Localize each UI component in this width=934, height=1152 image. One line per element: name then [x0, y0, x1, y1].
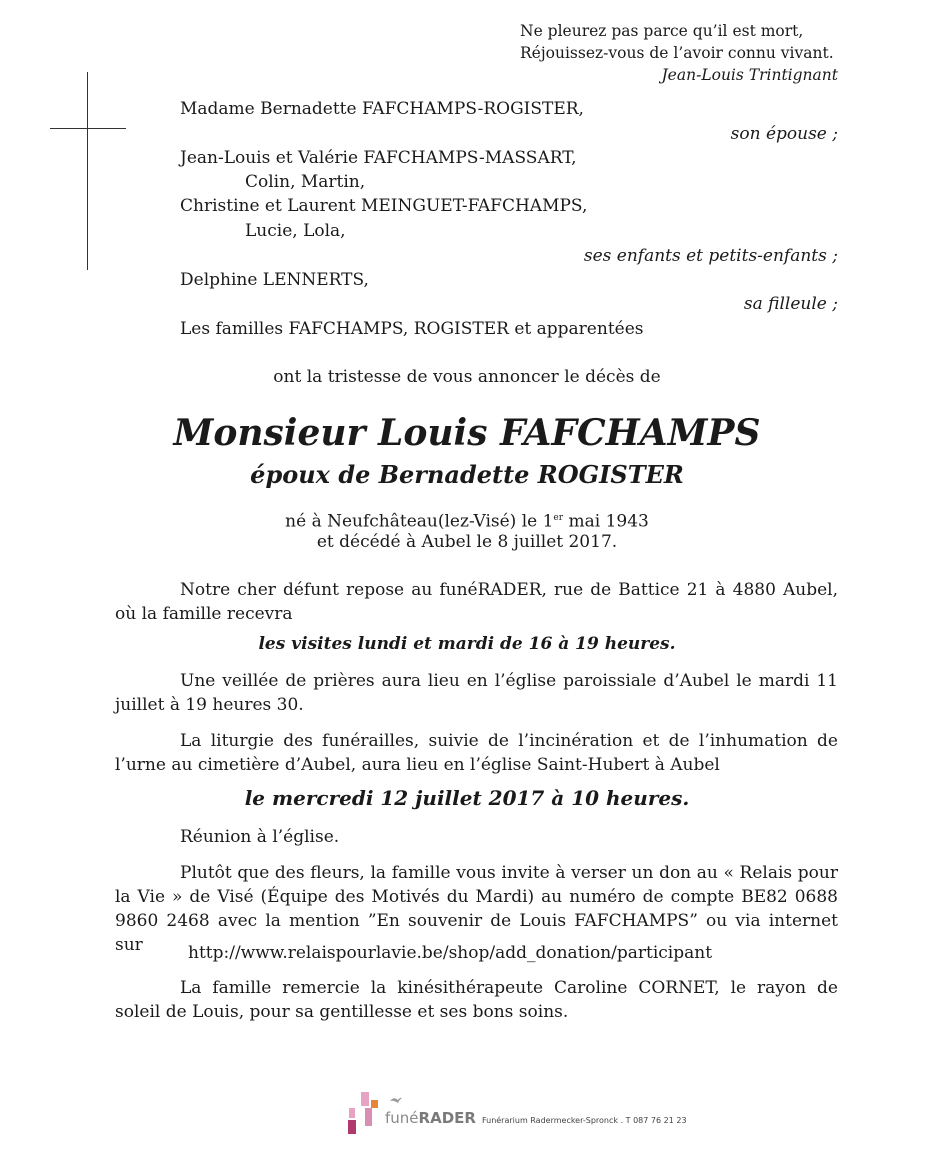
footer-brand-line: [385, 1108, 687, 1127]
epigraph-line-1: Ne pleurez pas parce qu’il est mort,: [520, 22, 804, 40]
logo-block-small-icon: [349, 1108, 355, 1118]
footer-brand-light: funé: [385, 1109, 419, 1127]
footer-logo: [345, 1090, 687, 1140]
child-1-name: Jean-Louis et Valérie FAFCHAMPS-MASSART,: [180, 148, 577, 168]
epigraph-line-2: Réjouissez-vous de l’avoir connu vivant.: [520, 44, 834, 62]
donation-url[interactable]: http://www.relaispourlavie.be/shop/add_donation/participant: [188, 943, 713, 963]
vigil-paragraph: [115, 669, 838, 717]
announcement: ont la tristesse de vous annoncer le décès de: [273, 367, 661, 387]
grandchildren-1: Colin, Martin,: [245, 172, 366, 192]
visits-line: les visites lundi et mardi de 16 à 19 heures.: [258, 634, 676, 654]
birth-superscript: er: [553, 513, 564, 523]
child-2-name: Christine et Laurent MEINGUET-FAFCHAMPS,: [180, 196, 588, 216]
wife-role: son épouse ;: [730, 124, 838, 144]
logo-block-orange-icon: [371, 1100, 378, 1108]
liturgy-paragraph: [115, 729, 838, 777]
logo-block-pink-icon: [361, 1092, 369, 1106]
repose-text: Notre cher défunt repose au funéRADER, rue de Battice 21 à 4880 Aubel, où la famille recevra: [115, 580, 838, 624]
epigraph: [520, 20, 838, 86]
grandchildren-2: Lucie, Lola,: [245, 221, 346, 241]
death-line: et décédé à Aubel le 8 juillet 2017.: [316, 532, 618, 552]
epigraph-author: Jean-Louis Trintignant: [661, 66, 838, 84]
repose-paragraph: [115, 578, 838, 626]
goddaughter-name: Delphine LENNERTS,: [180, 270, 369, 290]
deceased-spouse: époux de Bernadette ROGISTER: [250, 460, 684, 489]
birth-text-end: mai 1943: [563, 511, 649, 532]
reunion-line: Réunion à l’église.: [180, 827, 340, 847]
liturgy-text: La liturgie des funérailles, suivie de l’incinération et de l’inhumation de l’urne au cimetière d’Aubel, aura lieu en l’église Saint-Hubert à Aubel: [115, 731, 838, 775]
wife-name: Madame Bernadette FAFCHAMPS-ROGISTER,: [180, 99, 584, 119]
cross-icon-vertical: [87, 72, 88, 270]
funeral-date: le mercredi 12 juillet 2017 à 10 heures.: [244, 786, 690, 810]
donation-text: Plutôt que des fleurs, la famille vous invite à verser un don au « Relais pour la Vie » de Visé (Équipe des Motivés du Mardi) au numéro de compte BE82 0688 9860 2468 avec la mention ”En souvenir de Louis FAFCHAMPS” ou via internet sur: [115, 863, 838, 955]
birth-text: né à Neufchâteau(lez-Visé) le 1: [285, 511, 554, 532]
vigil-text: Une veillée de prières aura lieu en l’église paroissiale d’Aubel le mardi 11 juillet à 19 heures 30.: [115, 671, 838, 715]
goddaughter-role: sa filleule ;: [743, 294, 838, 314]
families-line: Les familles FAFCHAMPS, ROGISTER et apparentées: [180, 319, 644, 339]
thanks-paragraph: [115, 976, 838, 1024]
children-role: ses enfants et petits-enfants ;: [583, 246, 838, 266]
footer-details: Funérarium Radermecker-Spronck . T 087 76 21 23: [481, 1116, 687, 1125]
cross-icon-horizontal: [50, 128, 126, 129]
footer-brand-bold: RADER: [418, 1109, 476, 1127]
logo-block-bar-icon: [365, 1108, 372, 1126]
bird-icon: [389, 1094, 403, 1106]
logo-block-magenta-icon: [348, 1120, 356, 1134]
deceased-name: Monsieur Louis FAFCHAMPS: [173, 412, 761, 454]
thanks-text: La famille remercie la kinésithérapeute Caroline CORNET, le rayon de soleil de Louis, pour sa gentillesse et ses bons soins.: [115, 978, 838, 1022]
